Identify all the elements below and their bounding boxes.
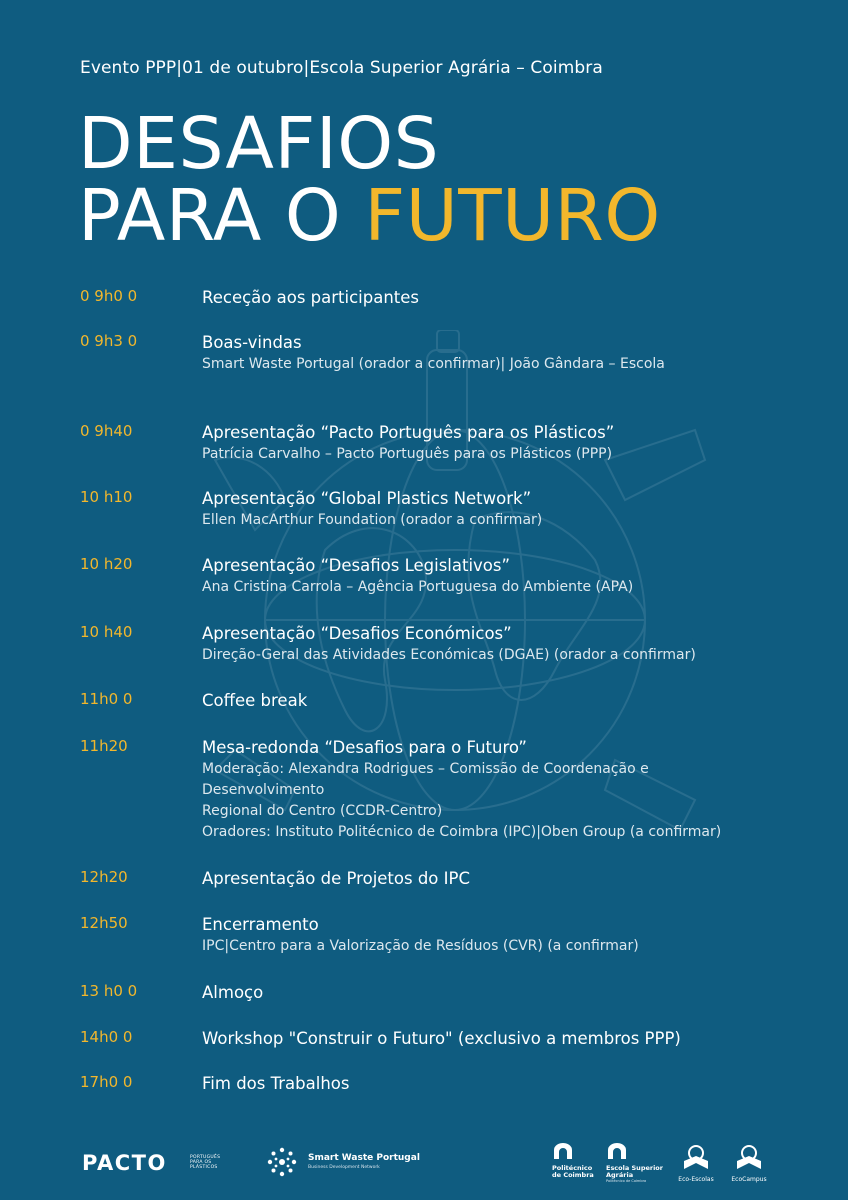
title-line-2	[78, 174, 661, 257]
agenda-title: Workshop "Construir o Futuro" (exclusivo a membros PPP)	[202, 1029, 681, 1048]
agenda-detail: Oradores: Instituto Politécnico de Coimbra (IPC)|Oben Group (a confirmar)	[202, 824, 722, 840]
eco-campus-label: EcoCampus	[731, 1176, 767, 1183]
eco-escolas-book-icon	[682, 1143, 710, 1171]
agenda-title: Mesa-redonda “Desafios para o Futuro”	[202, 738, 527, 757]
agenda-title: Apresentação “Pacto Português para os Plásticos”	[202, 423, 615, 442]
politecnico-name	[552, 1165, 612, 1179]
agenda-detail: Ana Cristina Carrola – Agência Portuguesa do Ambiente (APA)	[202, 579, 634, 595]
eco-escolas-label: Eco-Escolas	[678, 1176, 714, 1183]
agenda-title: Apresentação “Desafios Económicos”	[202, 624, 512, 643]
agenda-title: Coffee break	[202, 691, 308, 710]
agenda-title: Fim dos Trabalhos	[202, 1074, 350, 1093]
agenda-title: Apresentação de Projetos do IPC	[202, 869, 470, 888]
agenda-detail: Moderação: Alexandra Rodrigues – Comissão de Coordenação e	[202, 761, 649, 777]
title-line-1: DESAFIOS	[78, 102, 440, 185]
page-title	[78, 102, 661, 257]
agenda-time: 10 h10	[80, 488, 133, 506]
agenda-time: 12h20	[80, 868, 128, 886]
escola-arch-icon	[606, 1143, 628, 1159]
politecnico-name-line: Politécnico	[552, 1164, 593, 1172]
eco-campus-book-icon	[735, 1143, 763, 1171]
pacto-tagline-line: PARA OS	[190, 1160, 212, 1165]
agenda-title: Receção aos participantes	[202, 288, 420, 307]
escola-agraria-logo	[606, 1143, 666, 1183]
agenda-time: 10 h20	[80, 555, 133, 573]
agenda-time: 0 9h40	[80, 422, 133, 440]
agenda-time: 13 h0 0	[80, 982, 138, 1000]
agenda-time: 0 9h0 0	[80, 287, 138, 305]
escola-name	[606, 1165, 666, 1179]
agenda-title: Boas-vindas	[202, 333, 302, 352]
pacto-logo-tagline	[190, 1155, 220, 1170]
event-info-line: Evento PPP|01 de outubro|Escola Superior Agrária – Coimbra	[80, 58, 603, 78]
smart-waste-name: Smart Waste Portugal	[308, 1153, 420, 1163]
agenda-title: Apresentação “Desafios Legislativos”	[202, 556, 511, 575]
partner-logos	[0, 1135, 848, 1185]
agenda-detail: Desenvolvimento	[202, 782, 325, 798]
agenda-time: 12h50	[80, 914, 128, 932]
agenda-time: 10 h40	[80, 623, 133, 641]
agenda-time: 14h0 0	[80, 1028, 133, 1046]
politecnico-name-line: de Coimbra	[552, 1171, 594, 1179]
politecnico-arch-icon	[552, 1143, 574, 1159]
smart-waste-network-icon	[265, 1145, 299, 1179]
agenda-time: 0 9h3 0	[80, 332, 138, 350]
eco-escolas-logo	[672, 1143, 720, 1183]
escola-subtitle: Politécnico de Coimbra	[606, 1179, 647, 1183]
agenda-detail: Patrícia Carvalho – Pacto Português para os Plásticos (PPP)	[202, 446, 613, 462]
title-accent-word: FUTURO	[364, 174, 661, 257]
agenda-detail: Regional do Centro (CCDR-Centro)	[202, 803, 443, 819]
agenda-time: 11h0 0	[80, 690, 133, 708]
pacto-tagline-line: PLÁSTICOS	[190, 1165, 218, 1170]
smart-waste-tagline: Business Development Network	[308, 1165, 380, 1170]
pacto-tagline-line: PORTUGUÊS	[190, 1155, 221, 1160]
agenda-detail: Direção-Geral das Atividades Económicas (DGAE) (orador a confirmar)	[202, 647, 696, 663]
agenda-time: 17h0 0	[80, 1073, 133, 1091]
politecnico-logo	[552, 1143, 612, 1179]
agenda-title: Almoço	[202, 983, 264, 1002]
agenda-detail: IPC|Centro para a Valorização de Resíduos (CVR) (a confirmar)	[202, 938, 639, 954]
escola-name-line: Agrária	[606, 1171, 634, 1179]
agenda-detail: Ellen MacArthur Foundation (orador a confirmar)	[202, 512, 543, 528]
agenda-detail: Smart Waste Portugal (orador a confirmar)| João Gândara – Escola	[202, 356, 665, 372]
title-line-2-prefix: PARA O	[78, 174, 365, 257]
agenda-time: 11h20	[80, 737, 128, 755]
eco-campus-logo	[725, 1143, 773, 1183]
escola-name-line: Escola Superior	[606, 1164, 663, 1172]
pacto-logo: PACTO	[82, 1151, 167, 1175]
agenda-title: Apresentação “Global Plastics Network”	[202, 489, 532, 508]
agenda-title: Encerramento	[202, 915, 319, 934]
